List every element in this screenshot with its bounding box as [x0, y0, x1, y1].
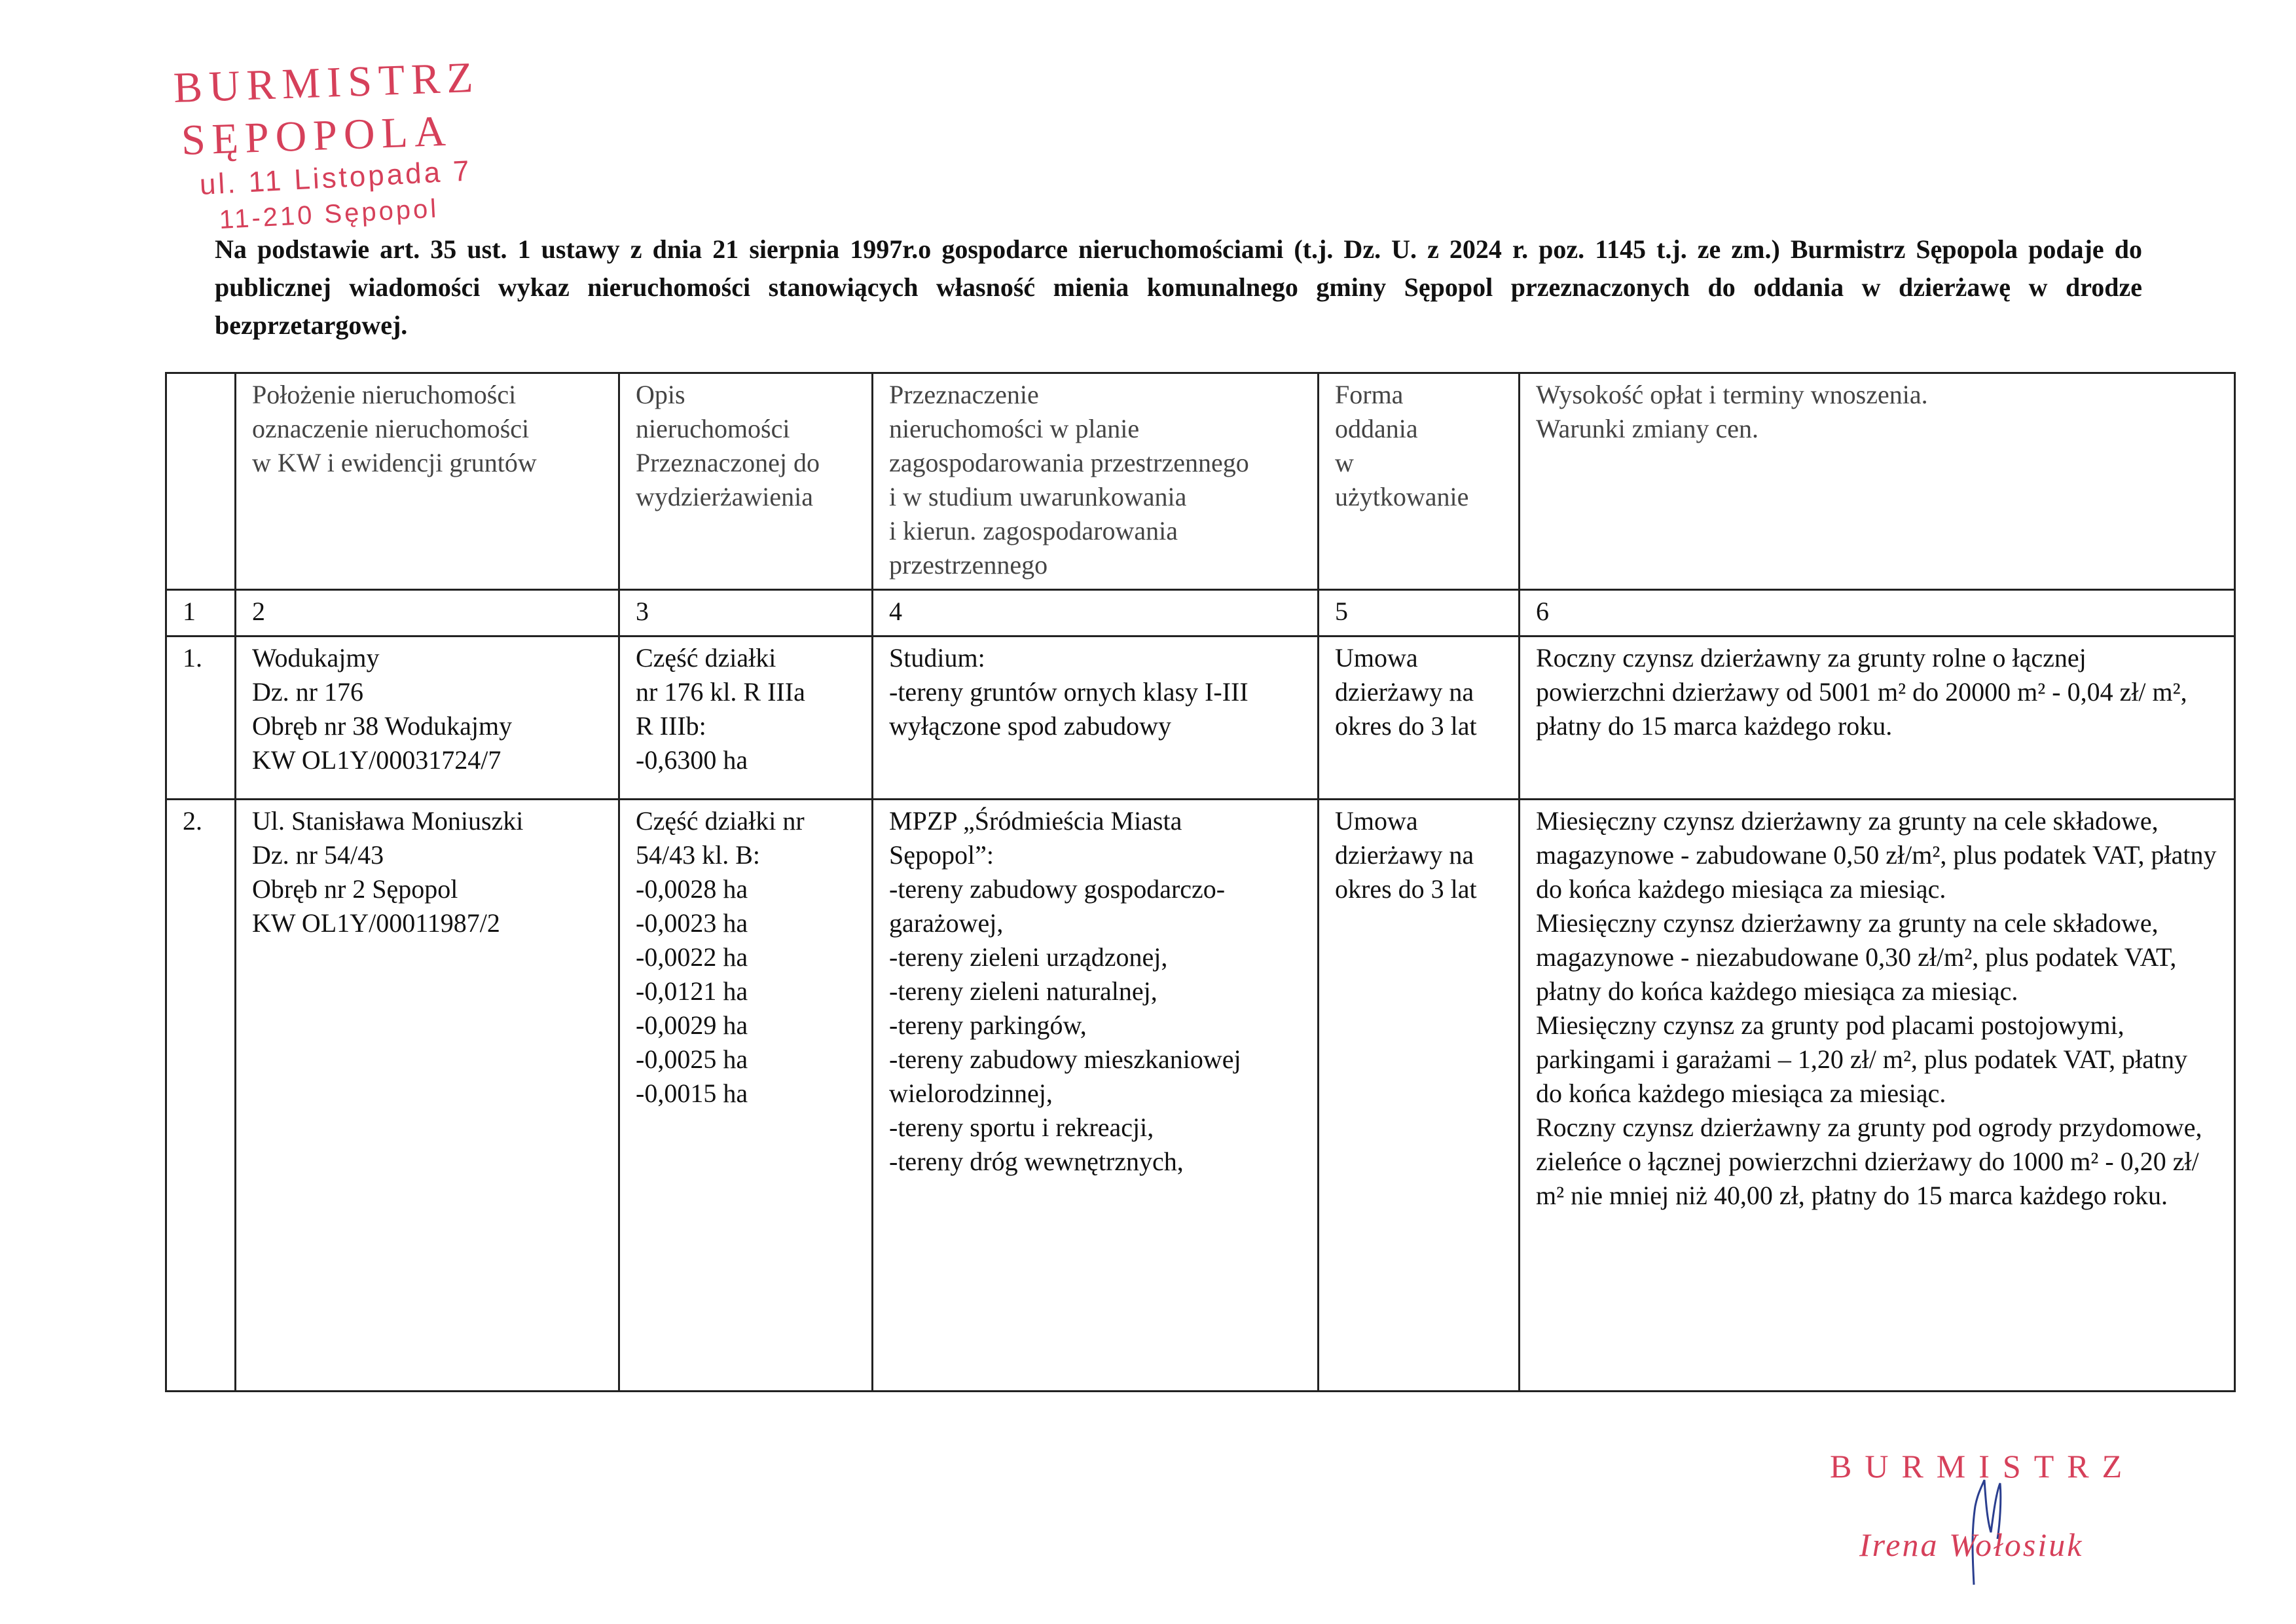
table-row [166, 800, 2235, 1392]
column-number-row [166, 590, 2235, 637]
row-lp: 1. [166, 637, 236, 800]
property-list-table [165, 372, 2236, 1392]
intro-paragraph: Na podstawie art. 35 ust. 1 ustawy z dnia 21 sierpnia 1997r.o gospodarce nieruchomościami (t.j. Dz. U. z 2024 r. poz. 1145 t.j. ze zm.) Burmistrz Sępopola podaje do publicznej wiadomości wykaz nieruchomości stanowiących własność mienia komunalnego gminy Sępopol przeznaczonych do oddania w dzierżawę w drodze bezprzetargowej. [215, 234, 2142, 340]
stamp-line-2: SĘPOPOLA [180, 107, 453, 164]
signature-title: BURMISTRZ [1830, 1448, 2136, 1485]
column-number: 6 [1520, 590, 2235, 637]
signature-name: Irena Wołosiuk [1859, 1526, 2084, 1563]
header-purpose: Przeznaczenie nieruchomości w planie zagospodarowania przestrzennego i w studium uwarunkowania i kierun. zagospodarowania przestrzennego [873, 373, 1319, 590]
row-form: Umowa dzierżawy na okres do 3 lat [1319, 637, 1520, 800]
stamp-line-3: ul. 11 Listopada 7 [198, 155, 473, 201]
header-lp [166, 373, 236, 590]
row-lp: 2. [166, 800, 236, 1392]
row-location: Wodukajmy Dz. nr 176 Obręb nr 38 Wodukajmy KW OL1Y/00031724/7 [236, 637, 619, 800]
column-number: 5 [1319, 590, 1520, 637]
column-number: 4 [873, 590, 1319, 637]
row-description: Część działki nr 176 kl. R IIIa R IIIb: -0,6300 ha [619, 637, 873, 800]
column-number: 3 [619, 590, 873, 637]
stamp-line-1: BURMISTRZ [172, 53, 481, 112]
row-purpose: Studium: -tereny gruntów ornych klasy I-III wyłączone spod zabudowy [873, 637, 1319, 800]
table-row [166, 637, 2235, 800]
header-location: Położenie nieruchomości oznaczenie nieruchomości w KW i ewidencji gruntów [236, 373, 619, 590]
row-form: Umowa dzierżawy na okres do 3 lat [1319, 800, 1520, 1392]
row-location: Ul. Stanisława Moniuszki Dz. nr 54/43 Obręb nr 2 Sępopol KW OL1Y/00011987/2 [236, 800, 619, 1392]
header-form: Forma oddania w użytkowanie [1319, 373, 1520, 590]
column-number: 1 [166, 590, 236, 637]
row-description: Część działki nr 54/43 kl. B: -0,0028 ha -0,0023 ha -0,0022 ha -0,0121 ha -0,0029 ha -0,0025 ha -0,0015 ha [619, 800, 873, 1392]
header-fees: Wysokość opłat i terminy wnoszenia. Warunki zmiany cen. [1520, 373, 2235, 590]
row-fees: Roczny czynsz dzierżawny za grunty rolne o łącznej powierzchni dzierżawy od 5001 m² do 20000 m² - 0,04 zł/ m², płatny do 15 marca każdego roku. [1520, 637, 2235, 800]
row-fees: Miesięczny czynsz dzierżawny za grunty na cele składowe, magazynowe - zabudowane 0,50 zł/m², plus podatek VAT, płatny do końca każdego miesiąca za miesiąc. Miesięczny czynsz dzierżawny za grunty na cele składowe, magazynowe - niezabudowane 0,30 zł/m², plus podatek VAT, płatny do końca każdego miesiąca za miesiąc. Miesięczny czynsz za grunty pod placami postojowymi, parkingami i garażami – 1,20 zł/ m², plus podatek VAT, płatny do końca każdego miesiąca za miesiąc. Roczny czynsz dzierżawny za grunty pod ogrody przydomowe, zieleńce o łącznej powierzchni dzierżawy do 1000 m² - 0,20 zł/ m² nie mniej niż 40,00 zł, płatny do 15 marca każdego roku. [1520, 800, 2235, 1392]
signature-stamp [1830, 1447, 2157, 1598]
header-description: Opis nieruchomości Przeznaczonej do wydzierżawienia [619, 373, 873, 590]
column-number: 2 [236, 590, 619, 637]
table-header-row [166, 373, 2235, 590]
row-purpose: MPZP „Śródmieścia Miasta Sępopol”: -tereny zabudowy gospodarczo- garażowej, -tereny zieleni urządzonej, -tereny zieleni naturalnej, -tereny parkingów, -tereny zabudowy mieszkaniowej wielorodzinnej, -tereny sportu i rekreacji, -tereny dróg wewnętrznych, [873, 800, 1319, 1392]
office-stamp [172, 53, 481, 236]
stamp-line-4: 11-210 Sępopol [218, 194, 440, 234]
